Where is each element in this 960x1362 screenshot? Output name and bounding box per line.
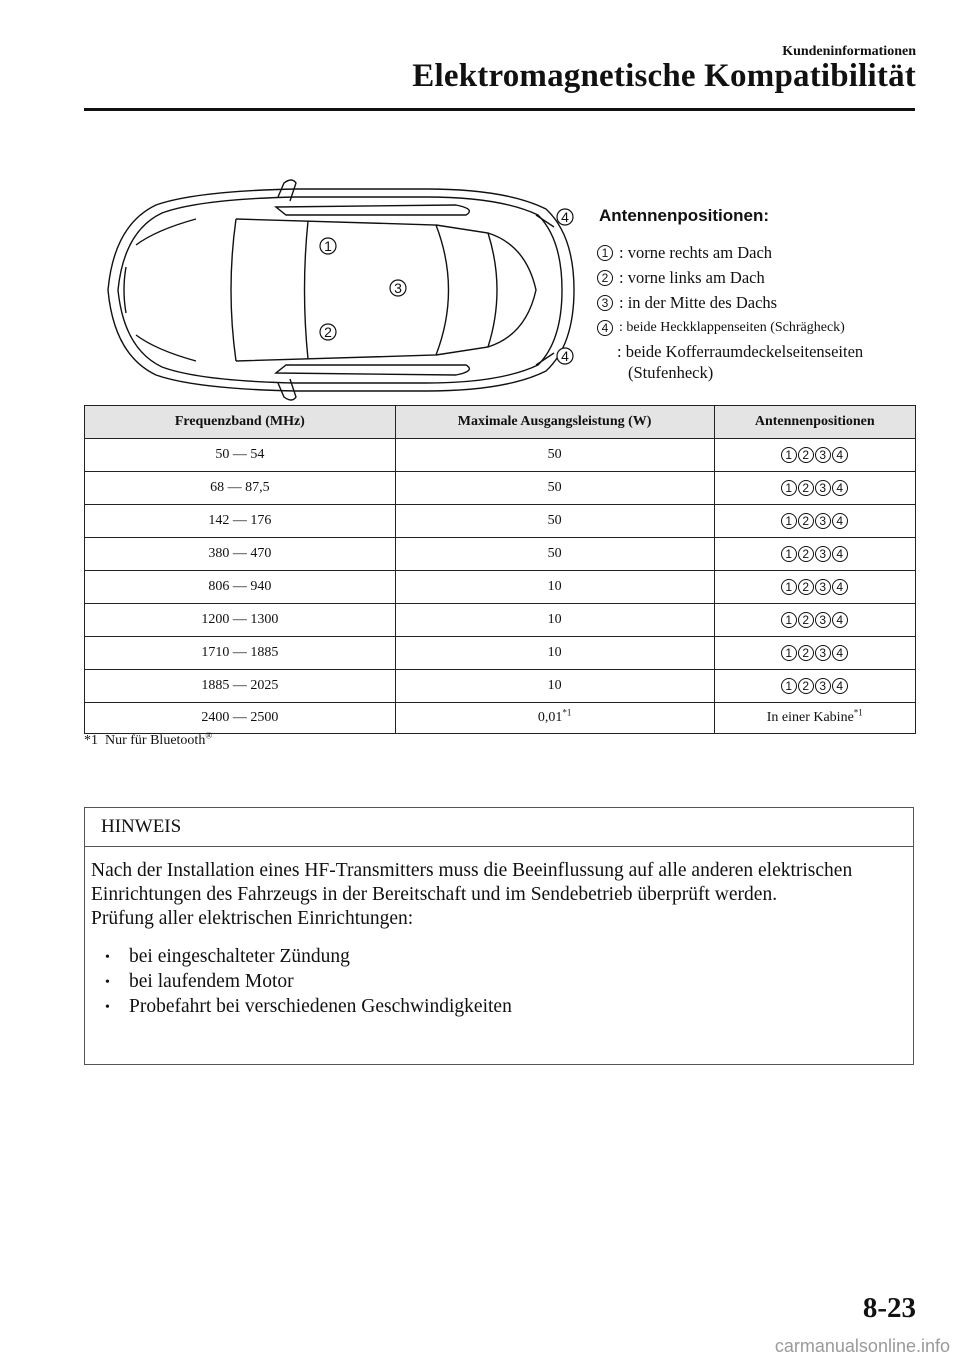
car-top-view-illustration [96, 175, 586, 405]
legend-item [597, 240, 927, 265]
list-item [105, 995, 913, 1020]
circled-number: 2 [798, 612, 814, 628]
circled-number: 4 [832, 513, 848, 529]
note-paragraph: Nach der Installation eines HF-Transmitters muss die Beeinflussung auf alle anderen elektrischen Einrichtungen des Fahrzeugs in der Bereitschaft und im Sendebetrieb überprüft werden. [91, 860, 853, 905]
circled-number: 3 [815, 645, 831, 661]
circled-number: 1 [781, 579, 797, 595]
legend-title: Antennenpositionen: [599, 206, 769, 225]
circled-number: 3 [815, 678, 831, 694]
legend-text: : beide Heckklappenseiten (Schrägheck) [619, 319, 845, 335]
table-row [85, 571, 916, 604]
cell-positions [714, 538, 915, 571]
legend-text: : vorne links am Dach [619, 267, 765, 287]
registered-mark: ® [205, 730, 213, 741]
cell-frequency: 1200 — 1300 [85, 604, 396, 637]
cell-positions [714, 472, 915, 505]
table-row [85, 439, 916, 472]
cell-positions [714, 670, 915, 703]
cell-positions [714, 505, 915, 538]
legend-item [597, 290, 927, 315]
column-header: Frequenzband (MHz) [85, 406, 396, 439]
circled-number: 1 [781, 612, 797, 628]
circled-number: 3 [815, 546, 831, 562]
marker-4-top: 4 [561, 209, 569, 225]
cell-frequency: 806 — 940 [85, 571, 396, 604]
cell-frequency: 50 — 54 [85, 439, 396, 472]
circled-number: 2 [798, 645, 814, 661]
circled-number: 3 [597, 295, 613, 311]
cell-power [395, 703, 714, 734]
circled-number: 1 [781, 546, 797, 562]
marker-3: 3 [394, 280, 402, 296]
circled-number: 1 [781, 645, 797, 661]
cell-positions [714, 637, 915, 670]
position-value: In einer Kabine [766, 710, 854, 725]
footnote-ref: *1 [853, 707, 863, 718]
column-header: Antennenpositionen [714, 406, 915, 439]
marker-2: 2 [324, 324, 332, 340]
circled-number: 4 [832, 447, 848, 463]
circled-number: 3 [815, 612, 831, 628]
circled-number: 1 [781, 678, 797, 694]
footnote-text: Nur für Bluetooth [105, 733, 206, 748]
circled-number: 3 [815, 579, 831, 595]
circled-number: 4 [832, 579, 848, 595]
legend-text: : vorne rechts am Dach [619, 242, 773, 262]
legend-extra-line: (Stufenheck) [628, 363, 714, 382]
frequency-table [84, 405, 916, 734]
table-row [85, 670, 916, 703]
header-rule [84, 108, 915, 111]
cell-positions [714, 439, 915, 472]
bullet-text: bei laufendem Motor [129, 971, 294, 992]
circled-number: 2 [798, 447, 814, 463]
cell-power: 50 [395, 472, 714, 505]
footnote [84, 730, 213, 749]
footnote-ref: *1 [562, 707, 572, 718]
page-number: 8-23 [862, 1292, 916, 1324]
list-item [105, 945, 913, 970]
legend-text: : in der Mitte des Dachs [619, 292, 778, 312]
table-row [85, 472, 916, 505]
cell-power: 10 [395, 637, 714, 670]
table-row [85, 538, 916, 571]
circled-number: 2 [798, 513, 814, 529]
footnote-mark: *1 [84, 733, 98, 748]
column-header: Maximale Ausgangsleistung (W) [395, 406, 714, 439]
cell-positions [714, 703, 915, 734]
circled-number: 2 [597, 270, 613, 286]
note-box [84, 807, 914, 1065]
cell-power: 50 [395, 439, 714, 472]
circled-number: 2 [798, 546, 814, 562]
table-row [85, 637, 916, 670]
table-row [85, 505, 916, 538]
cell-frequency: 2400 — 2500 [85, 703, 396, 734]
circled-number: 4 [832, 480, 848, 496]
circled-number: 4 [597, 320, 613, 336]
table-header-row [85, 406, 916, 439]
circled-number: 1 [597, 245, 613, 261]
circled-number: 1 [781, 513, 797, 529]
list-item [105, 970, 913, 995]
circled-number: 1 [781, 447, 797, 463]
circled-number: 3 [815, 480, 831, 496]
cell-power: 10 [395, 604, 714, 637]
power-value: 0,01 [537, 710, 563, 725]
bullet-icon: • [105, 950, 110, 965]
cell-frequency: 1710 — 1885 [85, 637, 396, 670]
table-row [85, 703, 916, 734]
circled-number: 2 [798, 579, 814, 595]
cell-power: 10 [395, 670, 714, 703]
cell-positions [714, 571, 915, 604]
watermark: carmanualsonline.info [774, 1336, 950, 1356]
legend-item [597, 265, 927, 290]
section-title: Kundeninformationen [782, 44, 916, 59]
marker-4-bottom: 4 [561, 348, 569, 364]
circled-number: 4 [832, 678, 848, 694]
cell-frequency: 142 — 176 [85, 505, 396, 538]
page-title: Elektromagnetische Kompatibilität [412, 58, 916, 94]
circled-number: 4 [832, 546, 848, 562]
bullet-icon: • [105, 975, 110, 990]
note-bullet-list [105, 945, 913, 1020]
bullet-text: bei eingeschalteter Zündung [129, 946, 350, 967]
cell-positions [714, 604, 915, 637]
note-heading: HINWEIS [85, 808, 913, 847]
legend-item [597, 315, 927, 340]
cell-frequency: 1885 — 2025 [85, 670, 396, 703]
circled-number: 4 [832, 645, 848, 661]
cell-power: 50 [395, 538, 714, 571]
note-subheading: Prüfung aller elektrischen Einrichtungen: [91, 908, 414, 929]
bullet-icon: • [105, 1000, 110, 1015]
marker-1: 1 [324, 238, 332, 254]
cell-frequency: 68 — 87,5 [85, 472, 396, 505]
cell-frequency: 380 — 470 [85, 538, 396, 571]
circled-number: 2 [798, 678, 814, 694]
bullet-text: Probefahrt bei verschiedenen Geschwindigkeiten [129, 996, 512, 1017]
antenna-legend [597, 206, 927, 382]
circled-number: 1 [781, 480, 797, 496]
circled-number: 2 [798, 480, 814, 496]
legend-extra-line: : beide Kofferraumdeckelseitenseiten [617, 342, 864, 361]
circled-number: 3 [815, 447, 831, 463]
circled-number: 3 [815, 513, 831, 529]
circled-number: 4 [832, 612, 848, 628]
cell-power: 10 [395, 571, 714, 604]
table-row [85, 604, 916, 637]
cell-power: 50 [395, 505, 714, 538]
